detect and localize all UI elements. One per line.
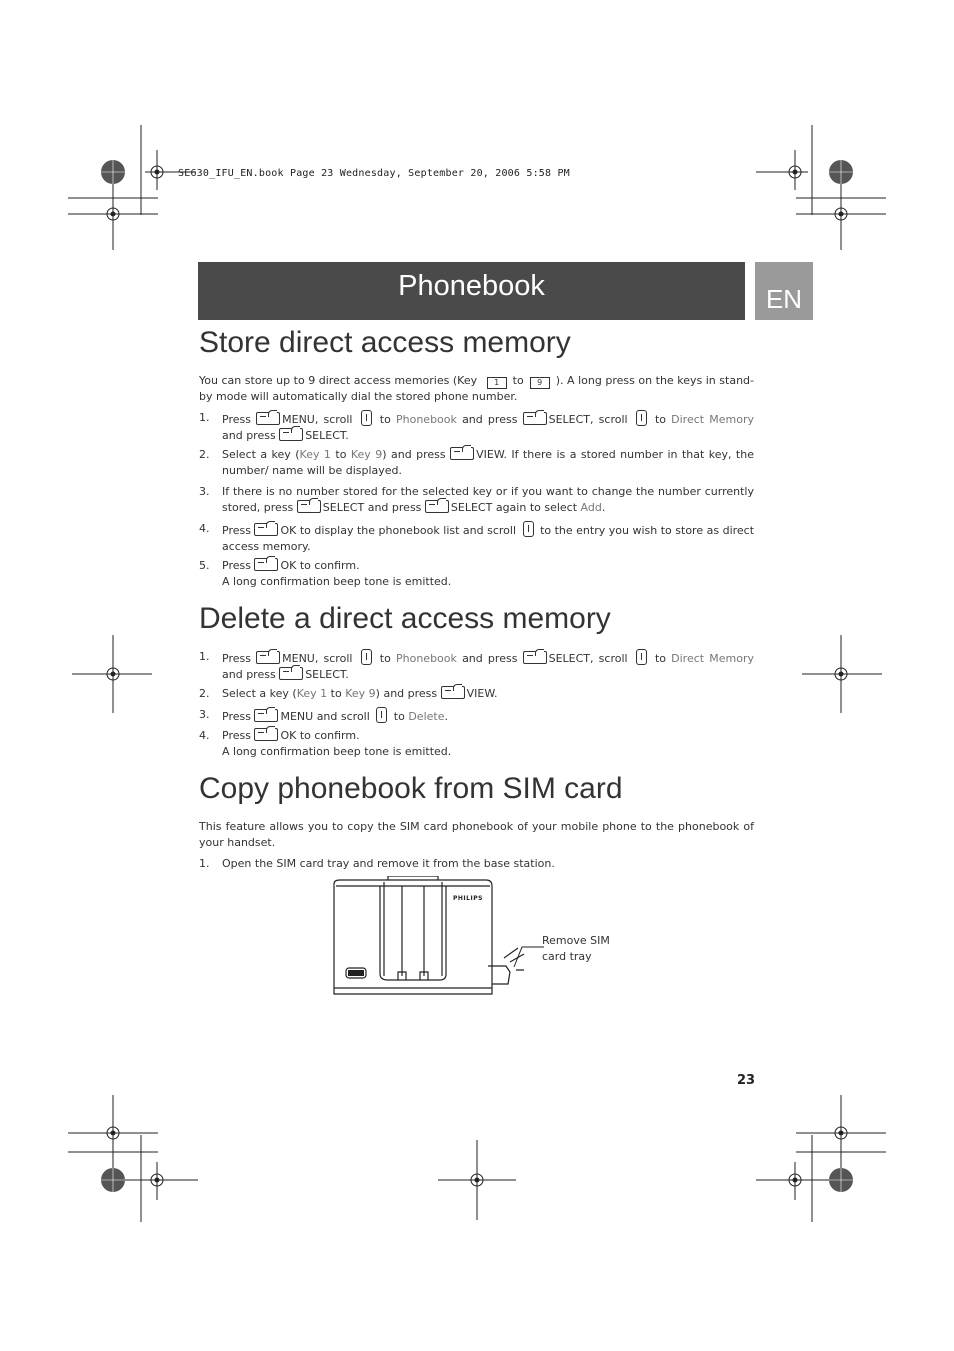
word: to confirm. <box>299 729 360 742</box>
select-label: SELECT <box>305 429 346 442</box>
step-text <box>222 649 754 683</box>
softkey-icon <box>256 412 280 425</box>
base-station-illustration <box>328 876 538 1002</box>
word: Press <box>222 652 251 665</box>
softkey-icon <box>450 447 474 460</box>
step-number: 3. <box>199 708 210 721</box>
step-text <box>222 410 754 444</box>
intro-to: to <box>512 374 524 387</box>
word: to confirm. <box>299 559 360 572</box>
key-label: Key 9 <box>350 448 383 461</box>
word: and press <box>462 413 518 426</box>
word: Select a key ( <box>222 448 300 461</box>
word: to <box>330 448 351 461</box>
softkey-icon <box>441 686 465 699</box>
softkey-icon <box>523 412 547 425</box>
banner-title: Phonebook <box>398 270 545 302</box>
callout-leader <box>510 945 546 971</box>
key-label: Key 1 <box>296 687 328 700</box>
menu-label: MENU <box>282 413 315 426</box>
softkey-icon <box>254 558 278 571</box>
select-label: SELECT <box>450 501 493 514</box>
menu-direct-memory: Direct Memory <box>671 413 754 426</box>
word: Press <box>222 524 251 537</box>
word: to <box>379 652 391 665</box>
key-label: Key 1 <box>299 448 331 461</box>
word: A long confirmation beep tone is emitted. <box>222 575 452 588</box>
ok-label: OK <box>280 524 297 537</box>
word: and press <box>222 429 276 442</box>
step-number: 1. <box>199 650 210 663</box>
word: Press <box>222 710 251 723</box>
step-number: 2. <box>199 448 210 461</box>
word: . <box>345 429 349 442</box>
word: , scroll <box>590 652 628 665</box>
softkey-icon <box>279 667 303 680</box>
word: , scroll <box>314 652 353 665</box>
section3-intro: This feature allows you to copy the SIM card phonebook of your mobile phone to the phonebook of your handset. <box>199 820 754 849</box>
select-label: SELECT <box>548 413 591 426</box>
word: to <box>327 687 346 700</box>
step-text <box>222 558 754 590</box>
step-number: 1. <box>199 857 210 870</box>
key-9-icon: 9 <box>530 377 550 389</box>
language-tab: EN <box>755 262 813 320</box>
word: Press <box>222 729 251 742</box>
key-1-icon: 1 <box>487 377 507 389</box>
scroll-key-icon <box>361 649 372 665</box>
word: and press <box>462 652 518 665</box>
menu-phonebook: Phonebook <box>396 413 457 426</box>
step-number: 1. <box>199 411 210 424</box>
word: to <box>393 710 405 723</box>
menu-label: MENU <box>280 710 314 723</box>
scroll-key-icon <box>636 410 647 426</box>
word: ) and press <box>375 687 438 700</box>
figure-callout: Remove SIM card tray <box>542 934 610 963</box>
word: again to select <box>495 501 578 514</box>
word: and press <box>367 501 422 514</box>
intro-text: You can store up to 9 direct access memories (Key <box>199 374 478 387</box>
section-title-delete: Delete a direct access memory <box>199 602 611 635</box>
select-label: SELECT <box>548 652 591 665</box>
ok-label: OK <box>280 559 297 572</box>
softkey-icon <box>279 428 303 441</box>
menu-phonebook: Phonebook <box>396 652 457 665</box>
word: , scroll <box>314 413 353 426</box>
softkey-icon <box>425 500 449 513</box>
word: . <box>444 710 448 723</box>
step-text <box>222 521 754 555</box>
step-number: 3. <box>199 485 210 498</box>
view-label: VIEW <box>476 448 504 461</box>
word: to <box>654 652 666 665</box>
step-text: Open the SIM card tray and remove it from the base station. <box>222 857 555 870</box>
scroll-key-icon <box>376 707 387 723</box>
step-text <box>222 447 754 479</box>
step-number: 5. <box>199 559 210 572</box>
softkey-icon <box>254 709 278 722</box>
word: . If there is a stored number in that key, the number/ name will be displayed. <box>222 448 754 477</box>
word: . <box>601 501 606 514</box>
word: to display the phonebook list and scroll <box>299 524 517 537</box>
word: to the entry you wish to store as direct access memory. <box>222 524 755 553</box>
brand-label: PHILIPS <box>453 895 483 902</box>
step-text <box>222 484 754 516</box>
word: , scroll <box>590 413 628 426</box>
page-number: 23 <box>737 1073 756 1088</box>
step-text <box>222 728 754 760</box>
word: A long confirmation beep tone is emitted. <box>222 745 452 758</box>
word: Press <box>222 413 251 426</box>
menu-direct-memory: Direct Memory <box>671 652 754 665</box>
word: . <box>494 687 498 700</box>
menu-label: MENU <box>282 652 315 665</box>
word: to <box>654 413 666 426</box>
menu-add: Add <box>580 501 602 514</box>
section-title-store: Store direct access memory <box>199 326 571 359</box>
word: and scroll <box>316 710 370 723</box>
word: Press <box>222 559 251 572</box>
softkey-icon <box>254 523 278 536</box>
word: to <box>379 413 391 426</box>
step-number: 4. <box>199 522 210 535</box>
word: If there is no number stored for the selected key or if you want to change the number currently stored, press <box>222 485 754 514</box>
scroll-key-icon <box>523 521 534 537</box>
softkey-icon <box>297 500 321 513</box>
key-label: Key 9 <box>345 687 376 700</box>
section-title-copy: Copy phonebook from SIM card <box>199 772 623 805</box>
softkey-icon <box>254 728 278 741</box>
step-text <box>222 707 754 725</box>
step-text <box>222 686 754 702</box>
scroll-key-icon <box>361 410 372 426</box>
select-label: SELECT <box>305 668 346 681</box>
intro-text-2: ). A long press on the keys in stand-by mode will automatically dial the stored phone number. <box>199 374 755 403</box>
softkey-icon <box>256 651 280 664</box>
step-number: 2. <box>199 687 210 700</box>
section-banner <box>198 262 745 320</box>
section1-intro <box>199 373 754 405</box>
softkey-icon <box>523 651 547 664</box>
scroll-key-icon <box>636 649 647 665</box>
word: ) and press <box>382 448 446 461</box>
step-number: 4. <box>199 729 210 742</box>
ok-label: OK <box>280 729 297 742</box>
menu-delete: Delete <box>408 710 445 723</box>
select-label: SELECT <box>322 501 365 514</box>
word: . <box>345 668 349 681</box>
word: Select a key ( <box>222 687 297 700</box>
print-header-line: SE630_IFU_EN.book Page 23 Wednesday, September 20, 2006 5:58 PM <box>178 168 570 179</box>
view-label: VIEW <box>466 687 494 700</box>
word: and press <box>222 668 276 681</box>
